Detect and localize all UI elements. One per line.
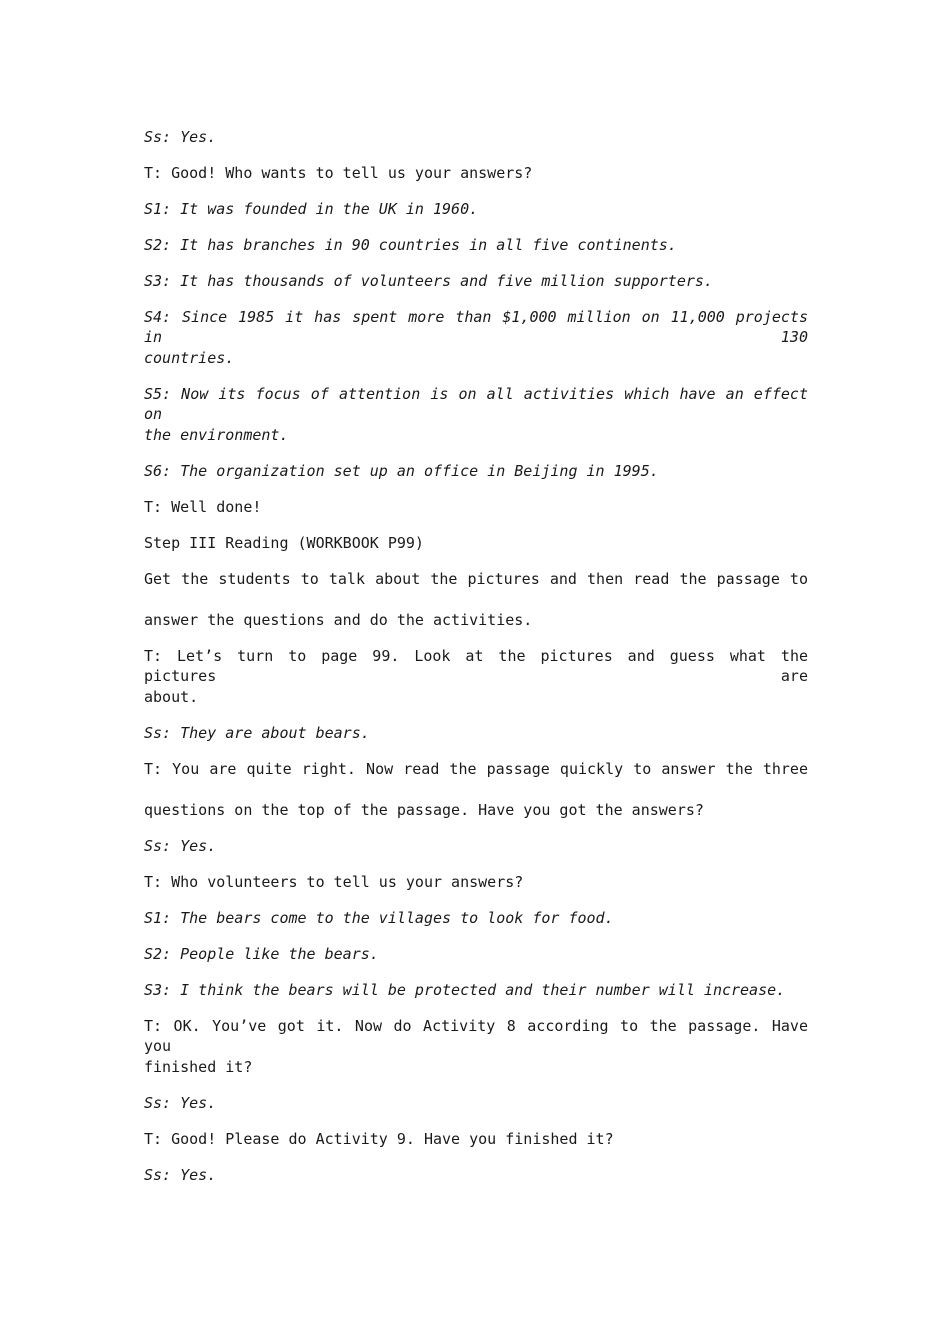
dialogue-line: T: Good! Who wants to tell us your answers? [144,164,533,182]
dialogue-line: T: Good! Please do Activity 9. Have you finished it? [144,1130,614,1148]
instruction-line: Get the students to talk about the pictures and then read the passage to [144,570,808,588]
dialogue-line: Ss: Yes. [144,1094,217,1112]
dialogue-line: finished it? [144,1058,253,1076]
dialogue-line: Ss: Yes. [144,837,217,855]
dialogue-line: the environment. [144,426,289,444]
dialogue-line: T: You are quite right. Now read the passage quickly to answer the three [144,760,808,778]
dialogue-line: countries. [144,349,235,367]
dialogue-line: T: Well done! [144,498,262,516]
dialogue-line: S6: The organization set up an office in Beijing in 1995. [144,462,659,480]
dialogue-line: T: OK. You’ve got it. Now do Activity 8 according to the passage. Have you [144,1017,808,1055]
dialogue-line: Ss: Yes. [144,128,217,146]
dialogue-line: questions on the top of the passage. Have you got the answers? [144,801,704,819]
dialogue-line: Ss: They are about bears. [144,724,370,742]
section-heading: Step III Reading (WORKBOOK P99) [144,534,424,552]
dialogue-line: S1: It was founded in the UK in 1960. [144,200,479,218]
dialogue-line: S3: I think the bears will be protected and their number will increase. [144,981,786,999]
dialogue-line: S2: People like the bears. [144,945,379,963]
instruction-line: answer the questions and do the activities. [144,611,533,629]
dialogue-line: S1: The bears come to the villages to look for food. [144,909,614,927]
dialogue-line: S5: Now its focus of attention is on all activities which have an effect on [144,385,808,423]
dialogue-line: T: Who volunteers to tell us your answers? [144,873,524,891]
dialogue-line: S4: Since 1985 it has spent more than $1,000 million on 11,000 projects in 130 [144,308,808,346]
dialogue-line: Ss: Yes. [144,1166,217,1184]
dialogue-line: S2: It has branches in 90 countries in all five continents. [144,236,677,254]
dialogue-line: S3: It has thousands of volunteers and five million supporters. [144,272,713,290]
dialogue-line: T: Let’s turn to page 99. Look at the pictures and guess what the pictures are [144,647,808,685]
dialogue-line: about. [144,688,199,706]
